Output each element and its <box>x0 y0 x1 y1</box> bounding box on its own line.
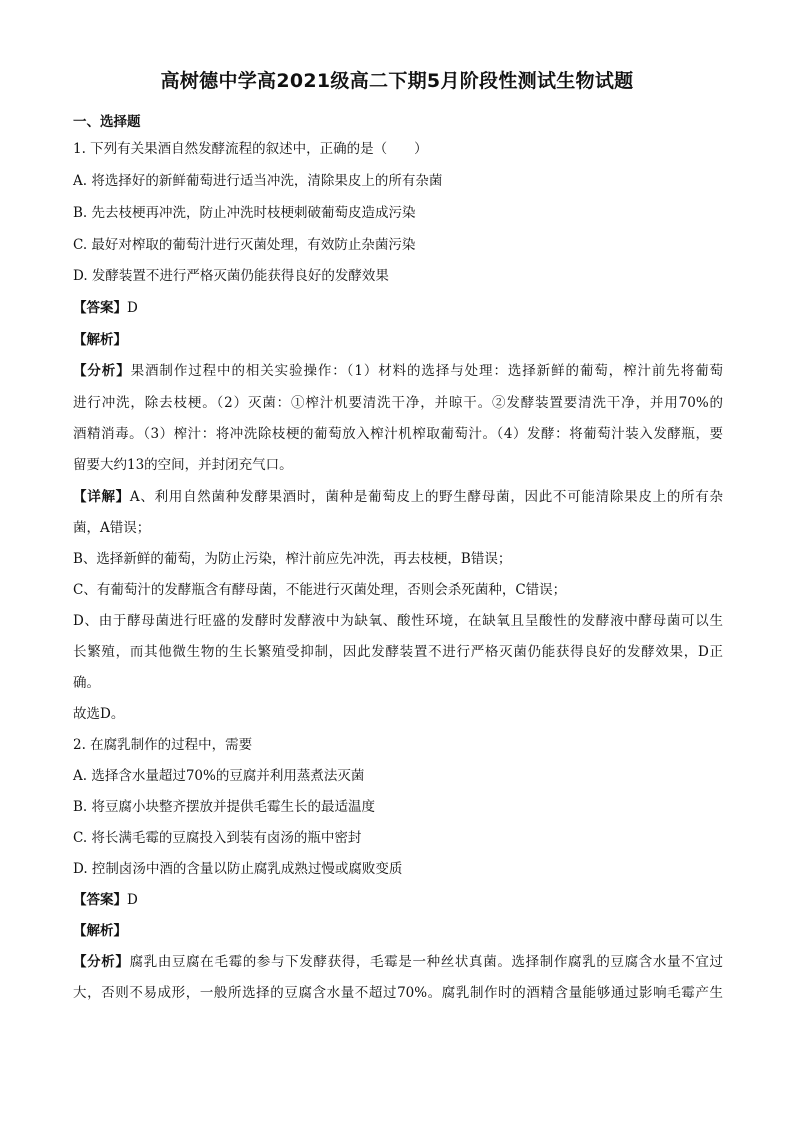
question-1-detail-line: 确。 <box>73 675 100 691</box>
question-1-detail-line: D、由于酵母菌进行旺盛的发酵时发酵液中为缺氧、酸性环境，在缺氧且呈酸性的发酵液中酵母菌可以生 <box>73 613 723 629</box>
question-2-analysis-line: 大，否则不易成形，一般所选择的豆腐含水量不超过70%。腐乳制作时的酒精含量能够通过影响毛霉产生 <box>73 985 723 1001</box>
question-1-detail-line: B、选择新鲜的葡萄，为防止污染，榨汁前应先冲洗，再去枝梗，B错误； <box>73 551 512 567</box>
question-1-analysis-line: 进行冲洗，除去枝梗。（2）灭菌：①榨汁机要清洗干净，并晾干。②发酵装置要清洗干净，并用70%的 <box>73 395 723 411</box>
page-title: 高树德中学高2021级高二下期5月阶段性测试生物试题 <box>160 70 634 92</box>
section-heading: 一、选择题 <box>73 114 141 130</box>
question-2-analysis-line <box>73 952 723 972</box>
question-1-option-d: D. 发酵装置不进行严格灭菌仍能获得良好的发酵效果 <box>73 268 389 284</box>
question-1-option-b: B. 先去枝梗再冲洗，防止冲洗时枝梗刺破葡萄皮造成污染 <box>73 205 416 221</box>
question-1-conclusion: 故选D。 <box>73 706 125 722</box>
answer-value: D <box>127 892 138 908</box>
answer-value: D <box>127 300 138 316</box>
question-1-analysis-line <box>73 361 723 381</box>
question-1-detail-line <box>73 487 723 507</box>
analysis-text: 腐乳由豆腐在毛霉的参与下发酵获得，毛霉是一种丝状真菌。选择制作腐乳的豆腐含水量不宜过 <box>129 954 723 970</box>
question-2-option-d: D. 控制卤汤中酒的含量以防止腐乳成熟过慢或腐败变质 <box>73 861 403 877</box>
analysis-tag: 【分析】 <box>73 363 131 379</box>
question-2-option-b: B. 将豆腐小块整齐摆放并提供毛霉生长的最适温度 <box>73 799 376 815</box>
question-1-detail-line: C、有葡萄汁的发酵瓶含有酵母菌，不能进行灭菌处理，否则会杀死菌种，C错误； <box>73 582 567 598</box>
question-1-analysis-line: 酒精消毒。（3）榨汁：将冲洗除枝梗的葡萄放入榨汁机榨取葡萄汁。（4）发酵：将葡萄汁装入发酵瓶，要 <box>73 426 723 442</box>
question-2-answer <box>73 890 723 910</box>
question-1-stem: 1. 下列有关果酒自然发酵流程的叙述中，正确的是（ ） <box>73 141 428 157</box>
question-1-option-a: A. 将选择好的新鲜葡萄进行适当冲洗，清除果皮上的所有杂菌 <box>73 173 443 189</box>
question-1-analysis-line: 留要大约13的空间，并封闭充气口。 <box>73 457 293 473</box>
answer-tag: 【答案】 <box>73 300 127 316</box>
question-1-detail-line: 菌，A错误； <box>73 520 151 536</box>
detail-text: A、利用自然菌种发酵果酒时，菌种是葡萄皮上的野生酵母菌，因此不可能清除果皮上的所有杂 <box>129 489 724 505</box>
analysis-tag: 【分析】 <box>73 954 130 970</box>
question-1-jiexi-tag <box>73 330 723 350</box>
detail-tag: 【详解】 <box>73 489 130 505</box>
question-2-stem: 2. 在腐乳制作的过程中，需要 <box>73 737 253 753</box>
jiexi-tag: 【解析】 <box>73 332 127 348</box>
question-1-answer <box>73 298 723 318</box>
question-2-option-a: A. 选择含水量超过70%的豆腐并利用蒸煮法灭菌 <box>73 768 365 784</box>
question-1-detail-line: 长繁殖，而其他微生物的生长繁殖受抑制，因此发酵装置不进行严格灭菌仍能获得良好的发酵效果，D正 <box>73 644 723 660</box>
answer-tag: 【答案】 <box>73 892 127 908</box>
question-1-option-c: C. 最好对榨取的葡萄汁进行灭菌处理，有效防止杂菌污染 <box>73 237 416 253</box>
question-2-jiexi-tag <box>73 921 723 941</box>
analysis-text: 果酒制作过程中的相关实验操作：（1）材料的选择与处理：选择新鲜的葡萄，榨汁前先将葡萄 <box>130 363 724 379</box>
jiexi-tag: 【解析】 <box>73 923 127 939</box>
question-2-option-c: C. 将长满毛霉的豆腐投入到装有卤汤的瓶中密封 <box>73 830 362 846</box>
